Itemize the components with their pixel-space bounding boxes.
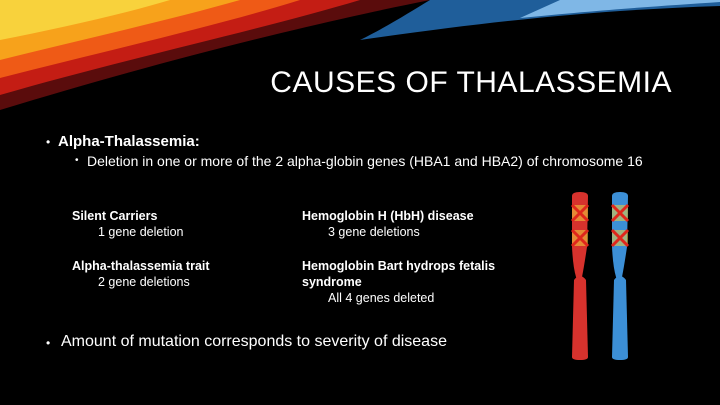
severity-statement: Amount of mutation corresponds to severity of disease <box>61 333 447 350</box>
decorative-swoosh <box>0 0 720 130</box>
silent-carriers-block <box>72 208 184 240</box>
silent-carriers-heading: Silent Carriers <box>72 209 158 223</box>
silent-carriers-detail: 1 gene deletion <box>98 225 184 239</box>
hbh-disease-heading: Hemoglobin H (HbH) disease <box>302 209 474 223</box>
bart-hydrops-block <box>302 258 527 306</box>
chromosome-16-pair <box>560 192 640 362</box>
deletion-description: Deletion in one or more of the 2 alpha-globin genes (HBA1 and HBA2) of chromosome 16 <box>87 153 643 169</box>
hbh-disease-block <box>302 208 474 240</box>
sub-bullet-marker: • <box>75 155 79 166</box>
alpha-trait-heading: Alpha-thalassemia trait <box>72 259 210 273</box>
alpha-trait-block <box>72 258 210 290</box>
hbh-disease-detail: 3 gene deletions <box>328 225 420 239</box>
alpha-thalassemia-heading: Alpha-Thalassemia: <box>58 133 200 150</box>
bullet-marker: • <box>46 135 51 149</box>
slide-title: CAUSES OF THALASSEMIA <box>270 66 672 99</box>
alpha-trait-detail: 2 gene deletions <box>98 275 190 289</box>
bart-hydrops-heading: Hemoglobin Bart hydrops fetalis syndrome <box>302 259 496 289</box>
bullet-marker-2: • <box>46 336 51 350</box>
bart-hydrops-detail: All 4 genes deleted <box>328 291 435 305</box>
